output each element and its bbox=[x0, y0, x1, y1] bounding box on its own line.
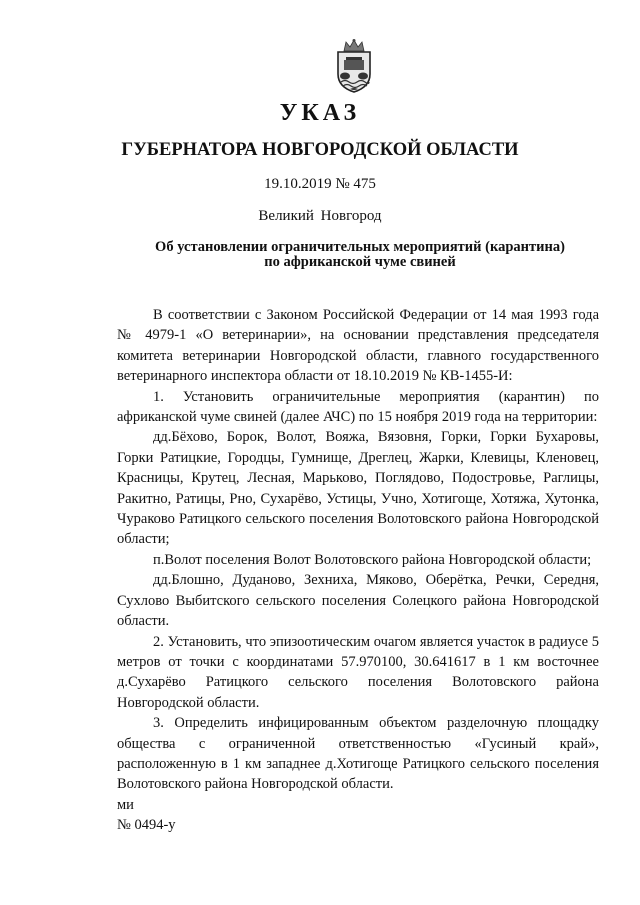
subject-line-1: Об установлении ограничительных мероприятий (карантина) bbox=[155, 239, 565, 255]
author-initials: ми bbox=[117, 797, 134, 813]
item-2-paragraph: 2. Установить, что эпизоотическим очагом является участок в радиусе 5 метров от точки с координатами 57.970100, 30.641617 в 1 км восточнее д.Сухарёво Ратицкого сельского поселения Волотовского района Новгородской области. bbox=[117, 633, 599, 711]
item-1-paragraph: 1. Установить ограничительные мероприятия (карантин) по африканской чуме свиней (далее АЧС) по 15 ноября 2019 года на территории: bbox=[117, 388, 599, 426]
place-of-issue: Великий Новгород bbox=[258, 208, 382, 224]
villages-volot-paragraph: п.Волот поселения Волот Волотовского района Новгородской области; bbox=[153, 551, 592, 568]
novgorod-coat-of-arms-icon bbox=[331, 38, 377, 94]
subject-line-2: по африканской чуме свиней bbox=[264, 254, 456, 270]
document-body bbox=[117, 305, 599, 795]
preamble-paragraph: В соответствии с Законом Российской Федерации от 14 мая 1993 года № 4979-1 «О ветеринарии», на основании представления председателя комитета ветеринарии Новгородской области, главного государственного ветеринарного инспектора области от 18.10.2019 № КВ-1455-И: bbox=[117, 307, 599, 385]
document-subject bbox=[120, 240, 600, 270]
villages-ratitsy-paragraph: дд.Бёхово, Борок, Волот, Вояжа, Вязовня, Горки, Горки Бухаровы, Горки Ратицкие, Городцы, Гумнище, Дреглец, Жарки, Клевицы, Кленовец, Красницы, Крутец, Лесная, Марьково, Поглядово, Подостровье, Раглицы, Ракитно, Ратицы, Рно, Сухарёво, Устицы, Учно, Хотигоще, Хотяжа, Хутонка, Чураково Ратицкого сельского поселения Волотовского района Новгородской области; bbox=[117, 429, 599, 548]
item-3-paragraph: 3. Определить инфицированным объектом разделочную площадку общества с ограниченной ответственностью «Гусиный край», расположенную в 1 км западнее д.Хотигоще Ратицкого сельского поселения Волотовского района Новгородской области. bbox=[117, 715, 599, 793]
coat-of-arms-emblem bbox=[331, 38, 377, 94]
date-and-number: 19.10.2019 № 475 bbox=[264, 176, 376, 192]
registration-number: № 0494-у bbox=[117, 817, 176, 833]
document-title: УКАЗ bbox=[279, 100, 361, 126]
document-footer bbox=[117, 795, 176, 835]
villages-vybity-paragraph: дд.Блошно, Дуданово, Зехниха, Мяково, Оберётка, Речки, Середня, Сухлово Выбитского сельского поселения Солецкого района Новгородской области. bbox=[117, 572, 599, 630]
document-issuer: ГУБЕРНАТОРА НОВГОРОДСКОЙ ОБЛАСТИ bbox=[121, 140, 519, 160]
